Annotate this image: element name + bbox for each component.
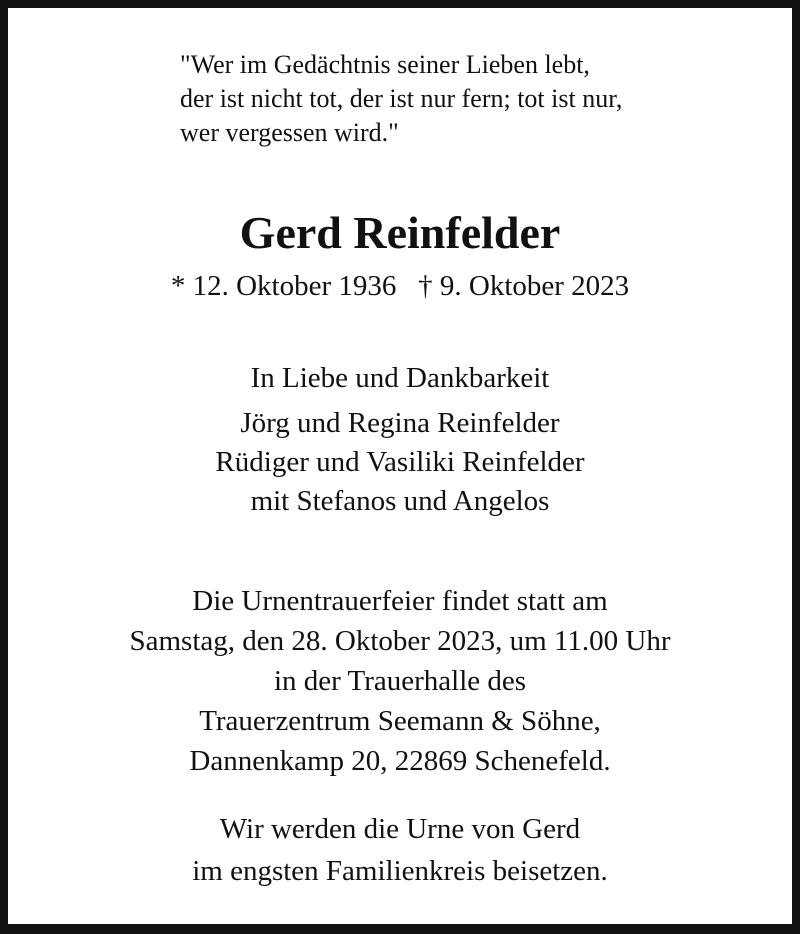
ceremony-line: Dannenkamp 20, 22869 Schenefeld. <box>189 745 611 777</box>
ceremony-line: Samstag, den 28. Oktober 2023, um 11.00 Uhr <box>129 625 671 657</box>
mourner-line: Rüdiger und Vasiliki Reinfelder <box>215 446 585 478</box>
deceased-name: Gerd Reinfelder <box>239 207 561 258</box>
mourners-section <box>0 357 800 521</box>
birth-date: * 12. Oktober 1936 <box>170 270 397 302</box>
mourners-list <box>0 404 800 521</box>
mourner-line: Jörg und Regina Reinfelder <box>240 407 560 439</box>
ceremony-line: Die Urnentrauerfeier findet statt am <box>192 585 608 617</box>
life-dates <box>0 266 800 306</box>
quote-line: "Wer im Gedächtnis seiner Lieben lebt, <box>180 50 590 79</box>
burial-line: Wir werden die Urne von Gerd <box>219 813 581 845</box>
quote-line: wer vergessen wird." <box>180 118 399 147</box>
burial-line: im engsten Familienkreis beisetzen. <box>192 855 608 887</box>
death-date: † 9. Oktober 2023 <box>418 270 630 302</box>
quote-line: der ist nicht tot, der ist nur fern; tot ist nur, <box>180 84 623 113</box>
ceremony-line: in der Trauerhalle des <box>273 665 527 697</box>
burial-notice <box>0 808 800 892</box>
mourners-intro: In Liebe und Dankbarkeit <box>250 362 550 394</box>
memorial-quote <box>180 48 622 150</box>
ceremony-notice <box>0 581 800 781</box>
ceremony-line: Trauerzentrum Seemann & Söhne, <box>199 705 601 737</box>
mourner-line: mit Stefanos und Angelos <box>250 485 550 517</box>
